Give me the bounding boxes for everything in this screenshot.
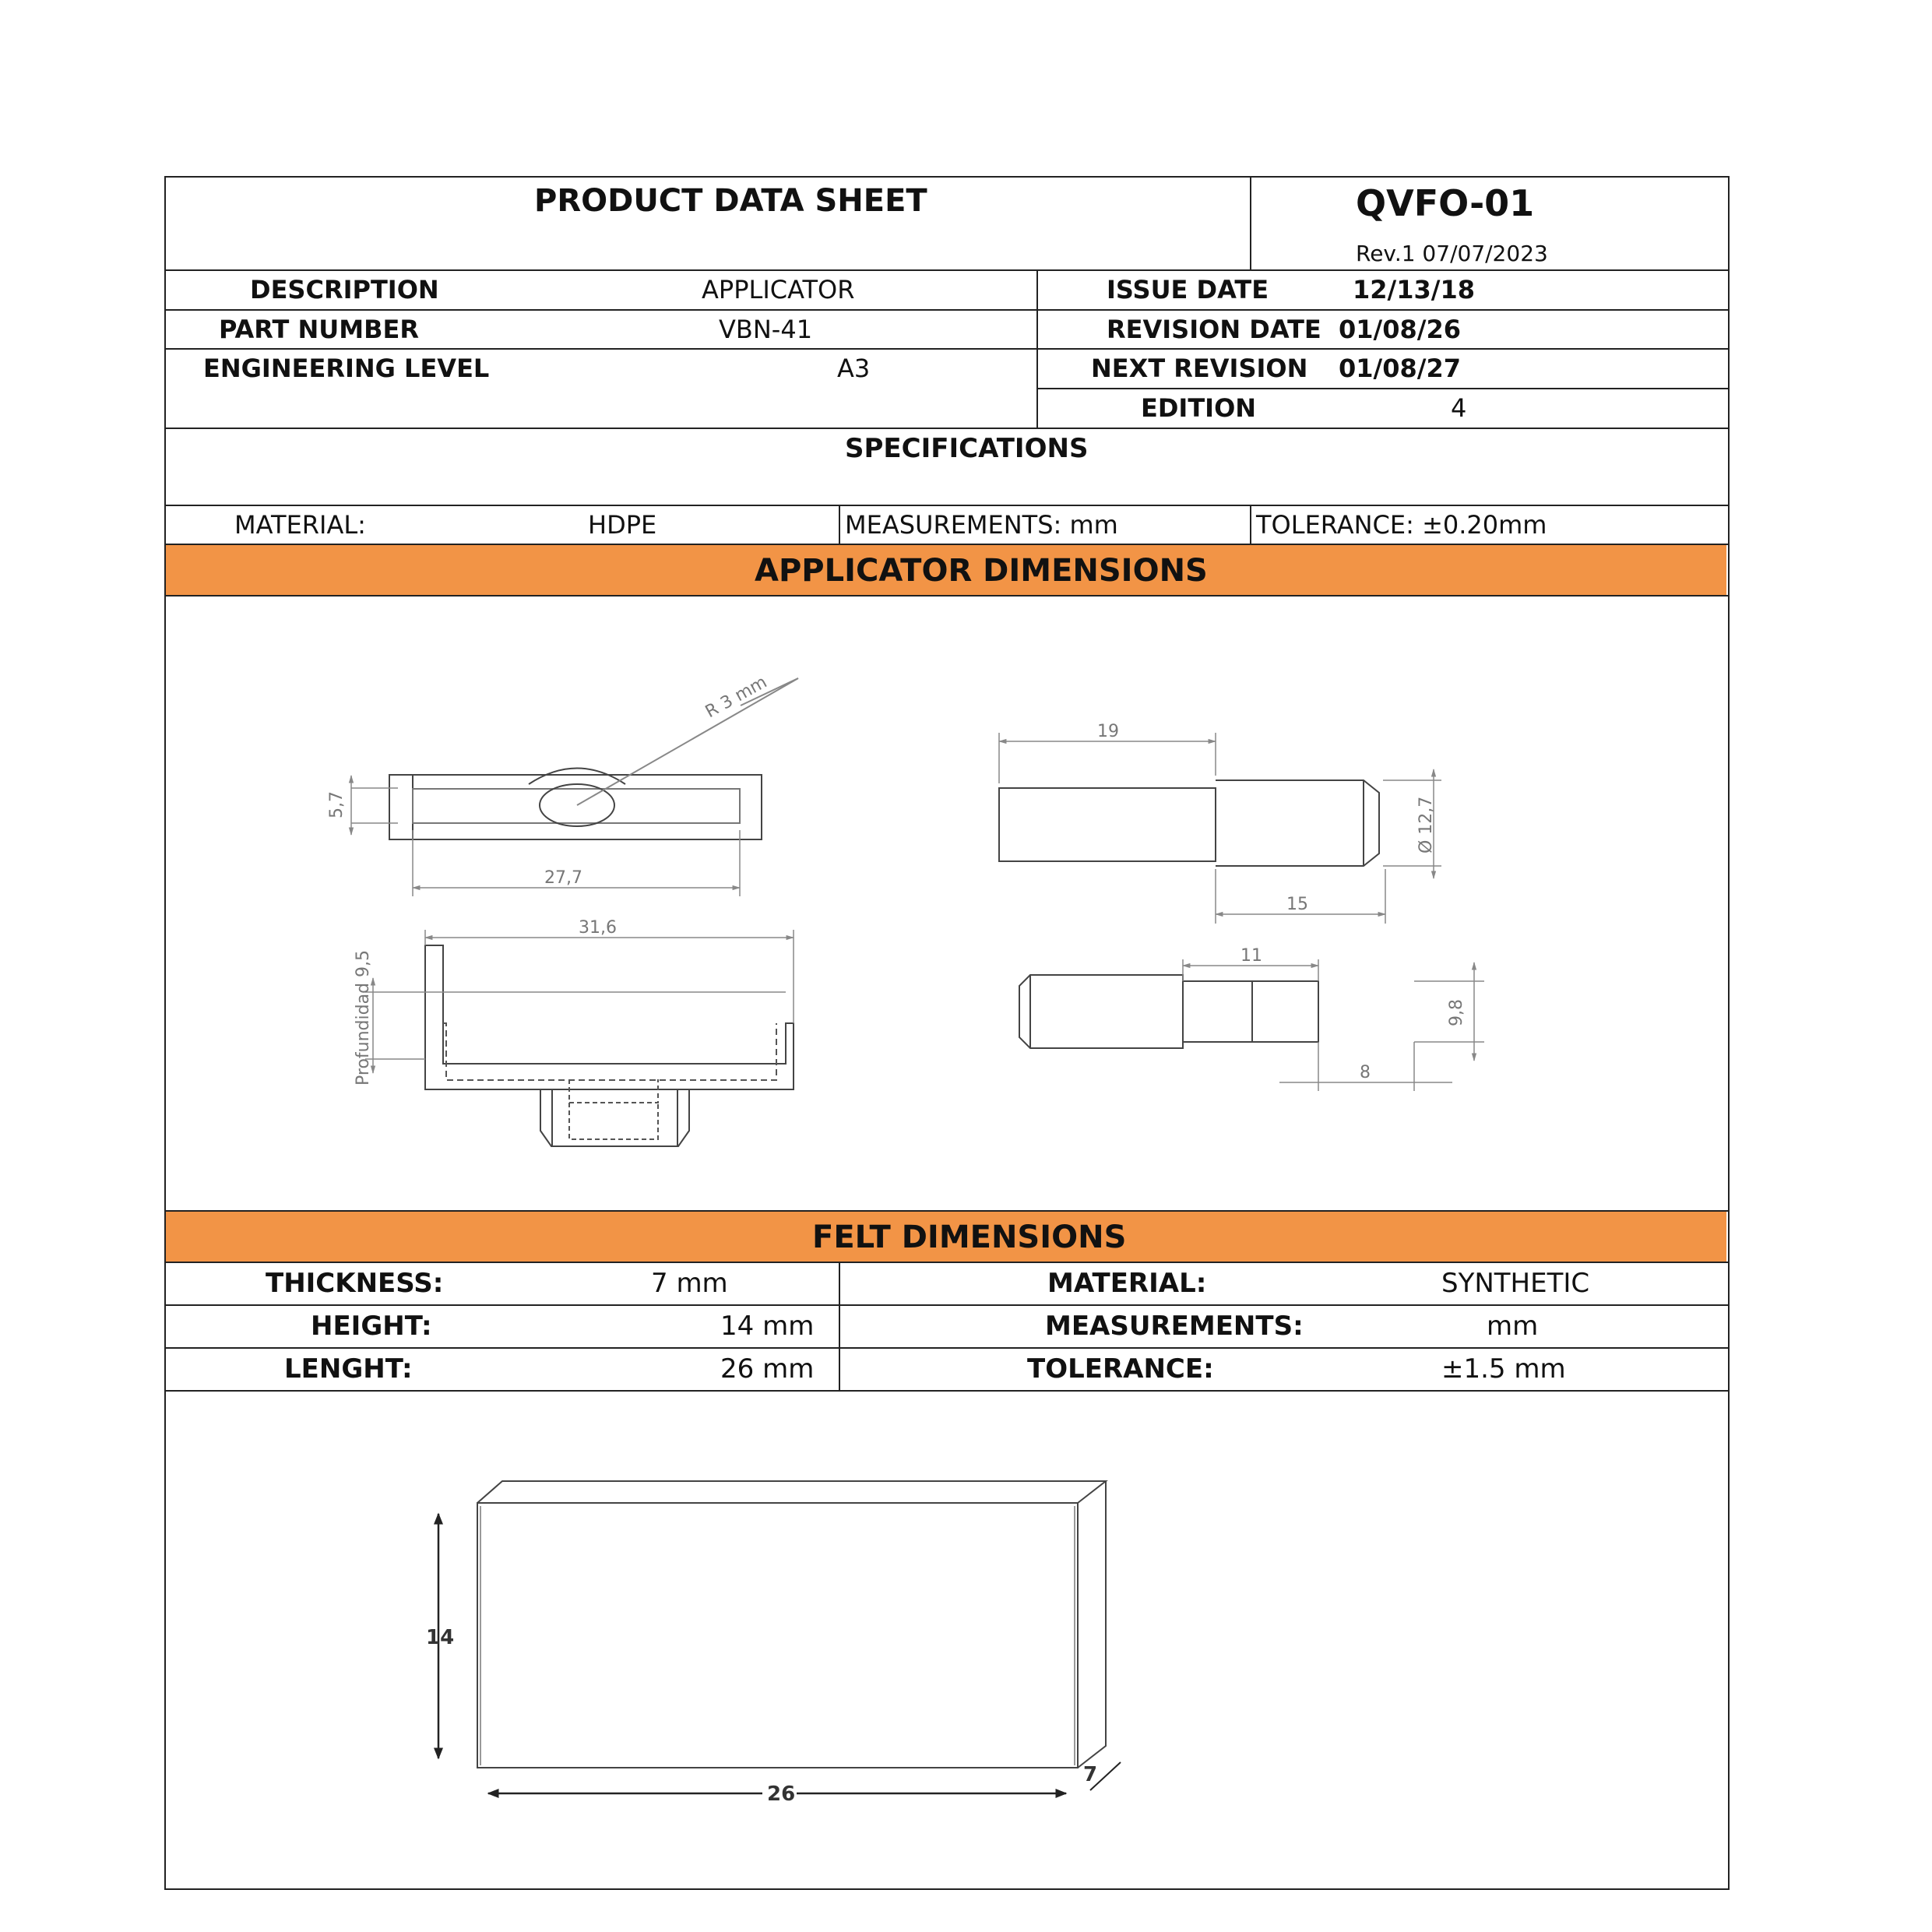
spec-material-label: MATERIAL:: [234, 510, 366, 540]
felt-divider: [839, 1262, 840, 1390]
height-label: HEIGHT:: [311, 1311, 432, 1342]
rule: [164, 1304, 1728, 1306]
felt-dim-height: 14: [426, 1626, 455, 1649]
dim-31-6: 31,6: [579, 918, 617, 938]
dim-radius: R 3 mm: [702, 672, 771, 723]
felt-dim-depth: 7: [1083, 1763, 1098, 1786]
dim-depth: Profundidad 9,5: [354, 949, 373, 1086]
dim-9-8: 9,8: [1447, 999, 1466, 1026]
spec-material-value: HDPE: [588, 510, 657, 540]
document-revision: Rev.1 07/07/2023: [1356, 241, 1548, 266]
edition-value: 4: [1451, 393, 1467, 423]
applicator-drawing: [164, 596, 1725, 1209]
part-number-value: VBN-41: [719, 315, 813, 344]
felt-drawing: [164, 1392, 1725, 1887]
revision-date-value: 01/08/26: [1339, 315, 1461, 344]
description-value: APPLICATOR: [702, 275, 855, 304]
specifications-title: SPECIFICATIONS: [845, 433, 1089, 464]
felt-tolerance-label: TOLERANCE:: [1027, 1353, 1214, 1385]
height-value: 14 mm: [720, 1311, 815, 1342]
part-number-label: PART NUMBER: [219, 315, 419, 344]
felt-dim-length: 26: [767, 1782, 796, 1806]
document-code: QVFO-01: [1356, 182, 1535, 224]
felt-dimensions-title: FELT DIMENSIONS: [812, 1219, 1127, 1255]
rule: [164, 269, 1728, 271]
rule: [1036, 388, 1728, 389]
dim-5-7: 5,7: [327, 791, 347, 818]
info-divider: [1036, 269, 1038, 428]
spec-divider: [839, 505, 840, 544]
dim-19: 19: [1097, 722, 1119, 741]
dim-11: 11: [1240, 946, 1262, 966]
rule: [164, 428, 1728, 429]
engineering-level-value: A3: [837, 354, 871, 383]
applicator-dimensions-title: APPLICATOR DIMENSIONS: [755, 553, 1208, 589]
revision-date-label: REVISION DATE: [1107, 315, 1321, 344]
page-title: PRODUCT DATA SHEET: [534, 183, 927, 219]
felt-measurements-value: mm: [1487, 1311, 1539, 1342]
rule: [164, 348, 1728, 350]
dim-12-7: Ø 12,7: [1416, 796, 1436, 853]
spec-tolerance: TOLERANCE: ±0.20mm: [1256, 510, 1547, 540]
length-label: LENGHT:: [284, 1353, 413, 1385]
thickness-label: THICKNESS:: [266, 1268, 444, 1299]
engineering-level-label: ENGINEERING LEVEL: [203, 354, 490, 383]
applicator-section-view: [365, 930, 794, 1146]
applicator-profile-view: [1019, 959, 1484, 1091]
rule: [164, 1347, 1728, 1349]
issue-date-label: ISSUE DATE: [1107, 275, 1269, 304]
header-divider: [1250, 176, 1251, 269]
dim-8: 8: [1360, 1063, 1371, 1082]
edition-label: EDITION: [1141, 393, 1257, 423]
issue-date-value: 12/13/18: [1353, 275, 1475, 304]
dim-27-7: 27,7: [544, 868, 582, 888]
rule: [164, 505, 1728, 506]
felt-measurements-label: MEASUREMENTS:: [1045, 1311, 1304, 1342]
applicator-side-view: [999, 733, 1441, 924]
next-revision-value: 01/08/27: [1339, 354, 1461, 383]
next-revision-label: NEXT REVISION: [1091, 354, 1308, 383]
product-data-sheet: [164, 176, 1730, 1890]
rule: [164, 1262, 1728, 1263]
felt-material-value: SYNTHETIC: [1441, 1268, 1590, 1299]
spec-measurements: MEASUREMENTS: mm: [845, 510, 1118, 540]
thickness-value: 7 mm: [651, 1268, 728, 1299]
rule: [164, 309, 1728, 311]
felt-material-label: MATERIAL:: [1047, 1268, 1207, 1299]
spec-divider: [1250, 505, 1251, 544]
felt-tolerance-value: ±1.5 mm: [1441, 1353, 1566, 1385]
dim-15: 15: [1286, 895, 1308, 914]
description-label: DESCRIPTION: [250, 275, 439, 304]
length-value: 26 mm: [720, 1353, 815, 1385]
